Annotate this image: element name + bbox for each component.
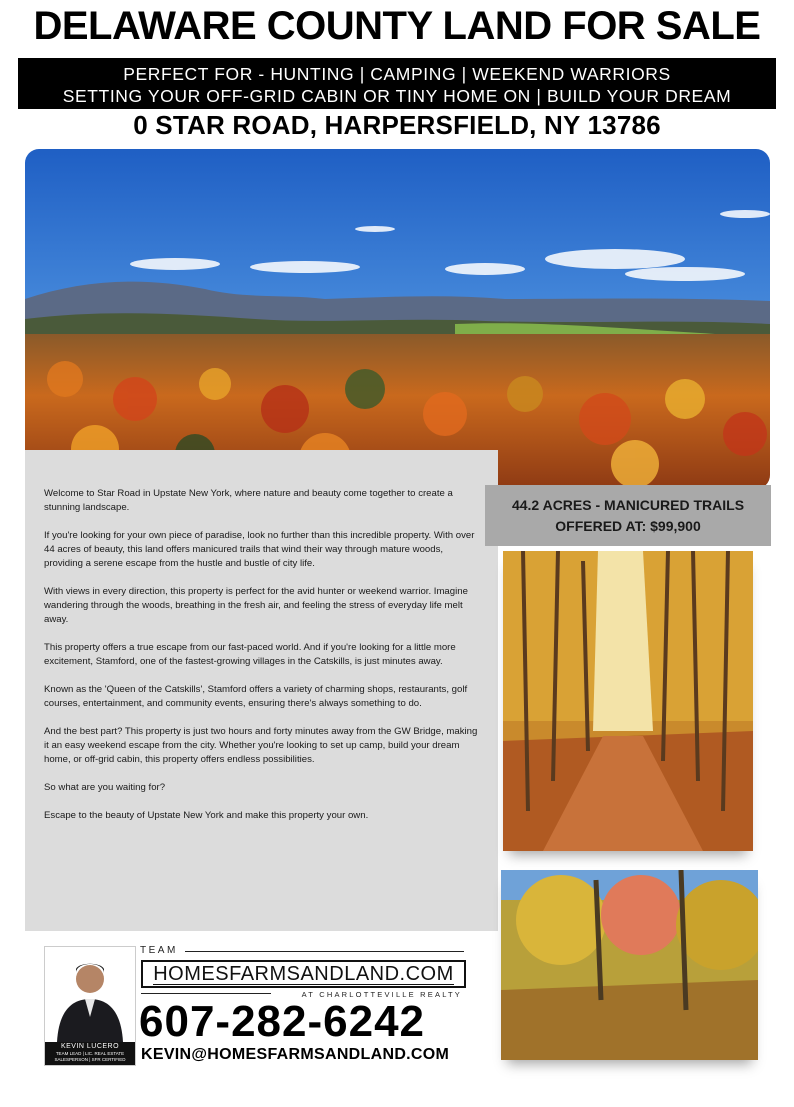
property-description: [44, 487, 482, 837]
property-address: 0 STAR ROAD, HARPERSFIELD, NY 13786: [133, 110, 661, 140]
banner-line-1: PERFECT FOR - HUNTING | CAMPING | WEEKEND WARRIORS: [123, 64, 671, 84]
description-paragraph: With views in every direction, this property is perfect for the avid hunter or weekend warrior. Imagine wandering through the woods, breathing in the fresh air, and feeling the stress of everyday life melt away.: [44, 586, 468, 625]
description-paragraph: Welcome to Star Road in Upstate New York, where nature and beauty come together to create a stunning landscape.: [44, 488, 453, 513]
description-paragraph: Known as the 'Queen of the Catskills', Stamford offers a variety of charming shops, restaurants, golf courses, entertainment, and community events, ensuring there's always something to do.: [44, 684, 468, 709]
autumn-valley-landscape: [25, 149, 770, 489]
page-title: DELAWARE COUNTY LAND FOR SALE: [33, 4, 761, 48]
agent-card: [44, 946, 136, 1066]
brokerage-label: AT CHARLOTTEVILLE REALTY: [301, 990, 462, 999]
forest-photo: [501, 870, 758, 1060]
agent-certification: SALESPERSON | SFR CERTIFIED: [54, 1057, 126, 1062]
description-paragraph: And the best part? This property is just two hours and forty minutes away from the GW Bridge, making it an easy weekend escape from the city. Whether you're looking to set up camp, build your dream home, or off-grid cabin, this property offers endless possibilities.: [44, 726, 478, 765]
description-paragraph: So what are you waiting for?: [44, 782, 166, 793]
description-paragraph: Escape to the beauty of Upstate New York and make this property your own.: [44, 810, 369, 821]
divider: [185, 951, 464, 952]
features-banner: [18, 58, 776, 109]
agent-name: KEVIN LUCERO: [60, 1043, 120, 1050]
price-box: [485, 485, 771, 546]
banner-line-2: SETTING YOUR OFF-GRID CABIN OR TINY HOME ON | BUILD YOUR DREAM: [62, 86, 732, 106]
team-label: TEAM: [140, 945, 178, 956]
email-address[interactable]: KEVIN@HOMESFARMSANDLAND.COM: [141, 1046, 450, 1063]
hero-image: [25, 149, 770, 489]
acreage-label: 44.2 ACRES - MANICURED TRAILS: [511, 497, 745, 513]
brand-name: HOMESFARMSANDLAND.COM: [153, 963, 454, 985]
description-paragraph: This property offers a true escape from our fast-paced world. And if you're looking for a little more excitement, Stamford, one of the fastest-growing villages in the Catskills, is just minutes away.: [44, 642, 456, 667]
phone-number[interactable]: 607-282-6242: [139, 997, 426, 1046]
brand-logo: [141, 960, 466, 988]
price-label: OFFERED AT: $99,900: [555, 518, 701, 534]
trail-photo: [503, 551, 753, 851]
autumn-forest-clearing: [501, 870, 758, 1060]
agent-role: TEAM LEAD | LIC. REAL ESTATE: [55, 1051, 125, 1056]
description-paragraph: If you're looking for your own piece of paradise, look no further than this incredible property. With over 44 acres of beauty, this land offers manicured trails that wind their way through mature woods, providing a serene escape from the hustle and bustle of city life.: [44, 530, 475, 569]
wooded-trail-autumn: [503, 551, 753, 851]
